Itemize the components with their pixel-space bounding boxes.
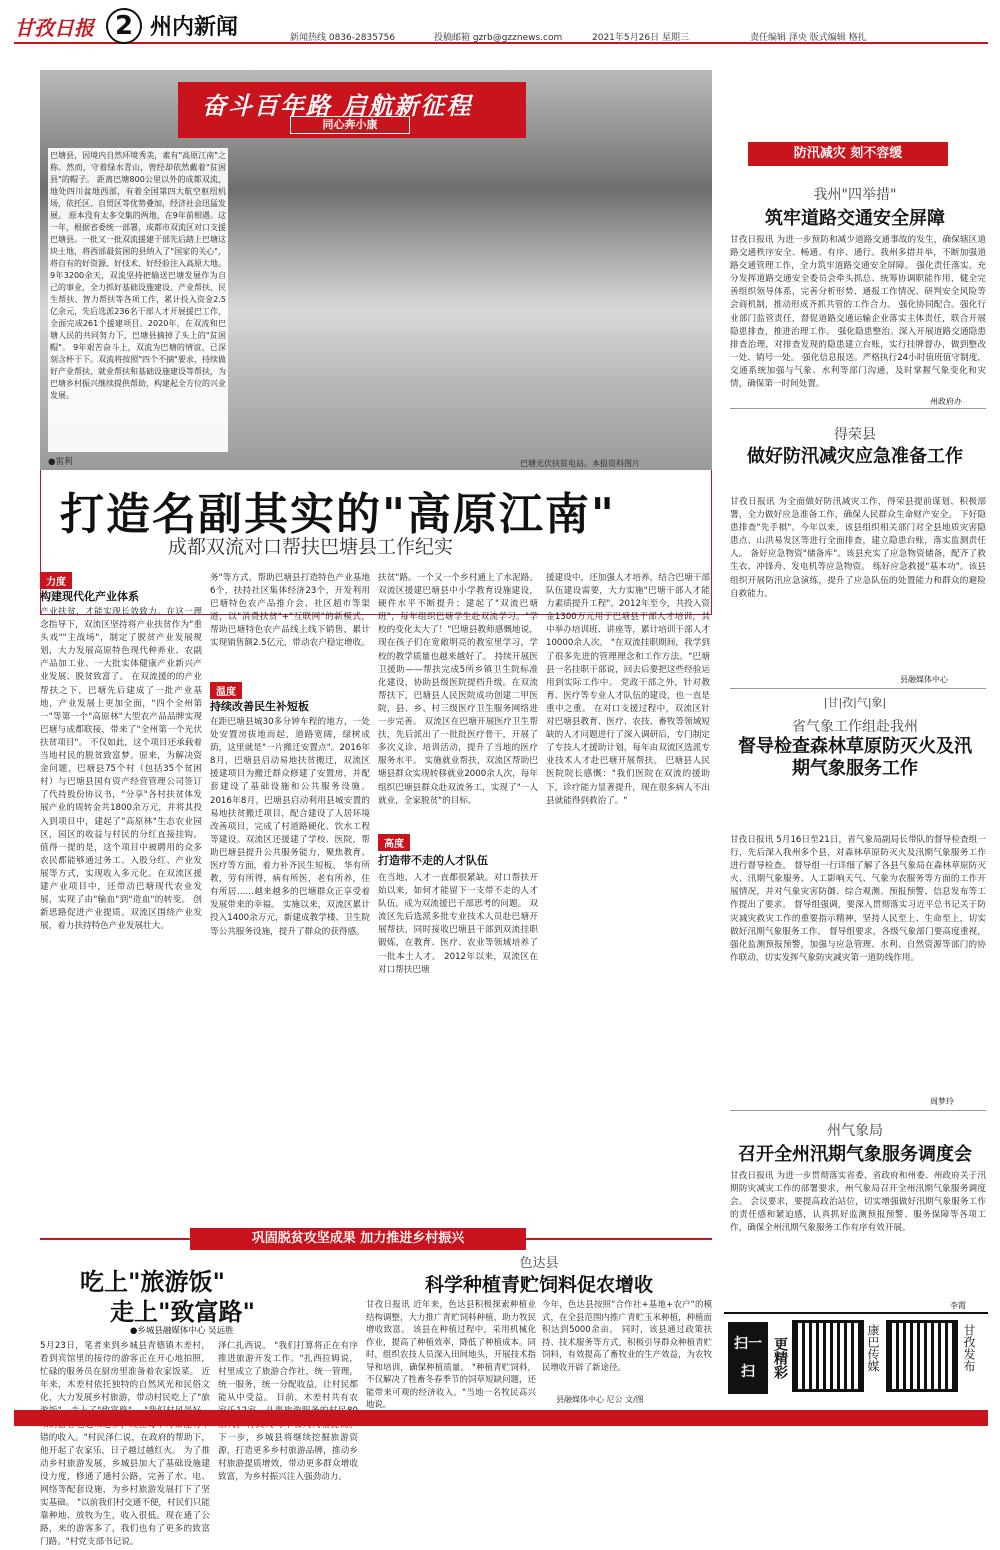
qr-code-kangba[interactable] (792, 1320, 864, 1392)
seda-kicker: 色达县 (519, 1256, 559, 1271)
divider (730, 688, 986, 689)
hero-byline: ●雷利 (48, 457, 73, 467)
qr-block (724, 1312, 988, 1404)
page-footer-bar (14, 1410, 988, 1426)
derong-kicker: 得荣县 (834, 427, 876, 443)
qr-code-ganzi[interactable] (886, 1320, 958, 1392)
photo-caption: 巴塘光伏扶贫电站。本报资料图片 (520, 459, 640, 468)
meteo-byline: 李霞 (950, 1301, 966, 1310)
traffic-byline: 州政府办 (930, 397, 962, 406)
tag-height: 高度 (378, 834, 410, 851)
traffic-headline: 筑牢道路交通安全屏障 (765, 208, 945, 229)
page-number: 2 (106, 8, 142, 44)
feature-subheadline: 成都双流对口帮扶巴塘县工作纪实 (168, 536, 454, 558)
traffic-body: 甘孜日报讯 为进一步预防和减少道路交通事故的发生，确保辖区道路交通秩序安全、畅通、有序、通行。我州多措并举，不断加强道路交通管理工作，全力筑牢道路交通安全屏障。 强化责任落实。充分发挥道路交通安全委员会牵头抓总、统筹协调职能作用，健全完善组织领导体系，完善分析形势、通报工作情况、研判安全风险等会商机制，推动形成齐抓共管的工作合力。 强化协同配合。强化行业部门监管责任，督促道路交通运输企业落实主体责任，联合开展隐患排查，推进治理工作。 强化隐患整治。深入开展道路交通隐患排查治理，对排查发现的隐患建立台账，实行挂牌督办，做到整改一处、销号一处。 强化信息报送。严格执行24小时值班值守制度，交通系统加强与气象、水利等部门沟通，及时掌握气象变化和灾情，确保第一时间处置。 (730, 235, 986, 390)
weather-kicker: 省气象工作组赴我州 (792, 719, 918, 735)
series-title: 奋斗百年路 启航新征程 (202, 91, 473, 120)
scan-label: 扫一扫 (728, 1322, 768, 1394)
weather-headline: 督导检查森林草原防灭火及汛期气象服务工作 (738, 736, 972, 779)
banner-rule (40, 1238, 190, 1240)
seda-headline: 科学种植青贮饲料促农增收 (424, 1274, 653, 1296)
meteo-body: 甘孜日报讯 为进一步贯彻落实省委、省政府和州委、州政府关于汛期防灾减灾工作的部署要求，州气象局召开全州汛期气象服务调度会。 会议要求，要提高政治站位，切实增强做好汛期气象服务工作的责任感和紧迫感，认真抓好监测预报预警、服务保障等各项工作，确保全州汛期气象服务工作有序有效开展。 (730, 1171, 986, 1234)
masthead (14, 12, 988, 44)
derong-byline: 县融媒体中心 (900, 675, 948, 684)
tourism-body-2: 泽仁扎西说。 "我们打算将正在有序推进旅游开发工作。"扎西拉姆说，村里成立了旅游合作社，统一管理，统一服务，统一分配收益，让村民都能从中受益。 目前，木差村共有农 下一步，乡城县将继续挖掘旅游资源，打造更多乡村旅游品牌，推动乡村旅游提质增效，带动更多群众增收致富，为乡村振兴注入强劲动力。 (218, 1341, 358, 1482)
traffic-kicker: 我州"四举措" (813, 187, 897, 203)
subhead-industry: 构建现代化产业体系 (40, 590, 139, 603)
derong-body: 甘孜日报讯 为全面做好防汛减灾工作，得荣县提前谋划、积极部署，全力做好应急准备工作，确保人民群众生命财产安全。 下好隐患排查"先手棋"。今年以来，该县组织相关部门对全县地质灾害隐患点、山洪易发区等进行全面排查，建立隐患台账，落实监测责任人。 备好应急物资"储备库"。该县充实了应急物资储备，配齐了救生衣、冲锋舟、发电机等应急物资。 练好应急救援"基本功"。该县组织开展防汛应急演练，提升了应急队伍的处置能力和群众的避险自救能力。 (730, 497, 986, 599)
tourism-body: 5月23日，笔者来到乡城县青德镇木差村，看到宾馆里的接待的游客正在开心地拍照，忙碌的服务员在厨房里准备着农家饭菜。 近年来，木差村依托独特的自然风光和民俗文化，大力发展乡村旅游，带动村民吃上了"旅 错的收入。"村民泽仁说，在政府的帮助下，他开起了农家乐，日子越过越红火。 为了推动乡村旅游发展，乡城县加大了基础设施建设力度，修通了通村公路，完善了水、电、网络等配套设施，为乡村旅游发展打下了坚实基础。 "以前我们村交通不便，村民们只能靠种地、放牧为生，收入很低。现在通了公路，来的游客多了，我们也有了更多的致富门路。"村党支部书记说。 (40, 1341, 210, 1548)
weather-body: 甘孜日报讯 5月16日至21日，省气象局副局长带队的督导检查组一行，先后深入我州多个县，对森林草原防灭火及汛期气象服务工作进行督导检查。 督导组一行详细了解了各县气象局在森林草原防灭火、汛期气象服务、人工影响天气、气象为农服务等方面的工作开展情况，并对气象灾害防御、综合观测、预报预警、信息发布等工作提出了要求。 督导组强调，要深入贯彻落实习近平总书记关于防灾减灾救灾工作的重要指示精神，坚持人民至上、生命至上，切实做好汛期气象服务工作。 督导组要求，各级气象部门要高度重视，强化监测预报预警，加强与应急管理、水利、自然资源等部门的协作联动，切实发挥气象防灾减灾第一道防线作用。 (730, 835, 986, 963)
tag-strength: 力度 (40, 572, 72, 589)
meteo-headline: 召开全州汛期气象服务调度会 (738, 1144, 972, 1165)
article-col-1: 产业扶贫，才能实现长效致力。在这一理念指导下，双流区坚持将产业扶贫作为"重头戏""主战场"，制定了脱贫产业发展规划，大力发展高原特色现代种养业、农副产品加工业、一大批实体健康产业新兴产业发展、脱贫致富了。 在双流援的的产业帮扶之下，巴塘先后建成了一批产业基地，产业发展上更加全面，"四个全州第一"等第一个"高原林"大型农产品品牌实现巴塘与成都联接，带来了"全州第一个光伏扶贫项目"。 不仅如此，这个项目还承载着当地村民的脱贫致富梦。原来，为解决资金问题，巴塘县75个村（包括35个贫困村）与巴塘县国有资产经营管理公司签订了代持股份协议书，"分享"各村扶贫体发展产业的周转金共1800余万元，并将其投入到项目中，建起了"高原林"生态农业园区，园区的收益与村民的分红直接挂钩。 值得一提的是，这个项目中被聘用的众多农民都能够通过务工、入股分红、产业发展等方式，实现收入多元化。在双流区援建产业项目中，还带动巴塘现代农业发展，实现了由"输血"到"造血"的转变。 创新思路促进产业提质。双流区围绕产业发展，着力扶持特色产业发展壮大。 (40, 607, 202, 932)
hero-intro: 巴塘县，因境内自然环境秀美，素有"高原江南"之称。然而，守着绿水青山，曾经却依然戴着"贫困县"的帽子。 距离巴塘800公里以外的成都双流，地处四川盆地西部，有着全国第四大航空枢纽机场，依托区、自贸区等优势叠加，经济社会迅猛发展。 原本没有太多交集的两地，在9年前相遇。这一年，根据省委统一部署，成都市双流区对口支援巴塘县。一批又一批双流援建干部先后踏上巴塘这块土地，将西部最贫困的县纳入了"国家的关心"，将自有的好资源、好技术、好经验注入高原大地。 9年3200余天，双流坚持把输送巴塘发展作为自己的事业，全力抓好基础设施建设、产业帮扶、民生帮扶、智力帮扶等各项工作，累计投入资金2.5亿余元，先后选派236名干部人才开展援巴工作，全面完成261个援建项目。2020年，在双流和巴塘人民的共同努力下，巴塘县摘掉了头上的"贫困帽"。 9年艰苦奋斗上，双流为巴塘的情谊，已深刻含杯于下。双流将按照"四个不摘"要求，持续做好产业帮扶、就业帮扶和基础设施建设等帮扶，为巴塘乡村振兴继续提供帮助，构建起全方位的兴业发展。 (48, 148, 228, 452)
tourism-byline: ●乡城县融媒体中心 吴远胜 (130, 1326, 234, 1336)
article-col-3b: 在当地，人才一直都很紧缺。对口帮扶开始以来，如何才能留下一支带不走的人才队伍，成为双流援巴干部思考的问题。 双流区先后选派多批专业技术人员赴巴塘开展帮扶，同时接收巴塘县干部到双流挂职锻炼，在教育、医疗、农业等领域培养了一批本土人才。 2012年以来，双流区在对口帮扶巴塘 (378, 873, 538, 975)
divider (730, 408, 986, 409)
article-col-2: 务"等方式，帮助巴塘县打造特色产业基地6个，扶持社区集体经济23个，开发利用巴塘特色农产品推介会、社区超市等渠道，以"消费扶贫"+"互联网"的新模式，帮助巴塘特色农产品线上线下销售，累计实现销售额2.5亿元，带动农户稳定增收。 (210, 573, 370, 649)
editors: 责任编辑 泽央 版式编辑 格扎 (750, 33, 867, 43)
bottom-banner: 巩固脱贫攻坚成果 加力推进乡村振兴 (190, 1228, 526, 1250)
seda-byline: 县融媒体中心 尼公 文/图 (556, 1395, 644, 1404)
article-col-3: 扶贫"路。一个又一个乡村通上了水泥路。 双流区援建巴塘县中小学教育设施建设，硬件水平不断提升；建起了"双流巴塘班"，每年组织巴塘学生赴双流学习。"学校的变化太大了！"巴塘县教师感慨地说，现在孩子们在宽敞明亮的教室里学习，学校的教学质量也越来越好了。 持续开展医卫援助——帮扶完成5所乡镇卫生院标准化建设，协助县级医院提档升级。在双流帮扶下，巴塘县人民医院成功创建二甲医院，县、乡、村三级医疗卫生服务网络进一步完善。 双流区在巴塘开展医疗卫生帮扶，先后派出了一批批医疗骨干，开展了多次义诊、培训活动，提升了当地的医疗服务水平。 实施就业帮扶，双流区帮助巴塘县群众实现转移就业2000余人次，每年组织巴塘县群众赴双流务工，实现了"一人就业，全家脱贫"的目标。 (378, 573, 538, 806)
subhead-livelihood: 持续改善民生补短板 (210, 700, 309, 713)
ganzi-label: 甘孜发布 (962, 1324, 976, 1372)
series-subtitle: 同心奔小康 (290, 116, 410, 134)
section-title: 州内新闻 (150, 14, 239, 40)
article-col-2b: 在距巴塘县城30多分钟车程的地方，一处处安置房拔地而起，道路宽阔，绿树成荫，这里就是"一片搬迁安置点"。2016年8月，巴塘县启动易地扶贫搬迁，双流区援建项目为搬迁群众修建了安置房，并配套建设了基础设施和公共服务设施。 2016年8月，巴塘县启动利用县城安置的易地扶贫搬迁项目，配合建设了人居环境改善项目，完成了村道路硬化、饮水工程等建设。双流区还援建了学校、医院，帮助巴塘县提升公共服务能力，聚焦教育、医疗等方面，着力补齐民生短板。 华有所教，劳有所得，病有所医，老有所养，住有所居……越来越多的巴塘群众正享受着发展带来的幸福。 实施以来，双流区累计投入1400余万元，新建成教学楼、卫生院等公共服务设施，提升了群众的获得感。 (210, 717, 370, 937)
seda-block (366, 1252, 712, 1409)
feature-headline: 打造名副其实的"高原江南" (60, 489, 616, 540)
tourism-body-top (218, 1254, 358, 1338)
derong-headline: 做好防汛减灾应急准备工作 (747, 446, 963, 467)
flood-prevention-banner: 防汛减灾 刻不容缓 (748, 142, 948, 166)
divider (730, 1110, 986, 1111)
weather-byline: 周梦玲 (930, 1097, 954, 1106)
tourism-headline-1: 吃上"旅游饭" (80, 1268, 226, 1296)
seda-body-2: 今年，色达县按照"合作社+基地+农户"的模式，在全县范围内推广青贮玉米种植，种植面积达到5000余亩。 同时，该县通过政策扶持、技术服务等方式，积极引导群众种植青贮饲料，有效提高了畜牧业的生产效益，为农牧民增收开辟了新途径。 (542, 1299, 712, 1372)
banner-rule (526, 1238, 712, 1240)
email: 投稿邮箱 gzrb@gzznews.com (434, 33, 563, 43)
subhead-talent: 打造带不走的人才队伍 (378, 854, 488, 867)
weather-tag: |甘|孜|气|象| (823, 696, 887, 709)
seda-body: 甘孜日报讯 近年来，色达县积极探索种植业结构调整，大力推广青贮饲料种植，助力牧民增收致富。 该县在种植过程中，采用机械化作业，提高了种植效率，降低了种植成本。同时，组织农技人员深入田间地头，开展技术指导和培训，确保种植质量。 "种植青贮饲料，不仅解决了牲畜冬春季节的饲草短缺问题，还能带来可观的经济收入。"当地一名牧民高兴地说。 (366, 1299, 536, 1409)
article-col-4: 援建设中，还加强人才培养，结合巴塘干部队伍建设需要，大力实施"巴塘干部人才能力素质提升工程"。2012年至今，共投入资金1300万元用于巴塘县干部人才培训，其中举办培训班、讲座等，累计培训干部人才10000余人次。 "在双流挂职期间，我学到了很多先进的管理理念和工作方法。"巴塘县一名挂职干部说，回去后要把这些经验运用到实际工作中。 党政干部之外，针对教育、医疗等专业人才队伍的建设，也一直是重中之重。 在对口支援过程中，双流区针对巴塘县教育、医疗、农技、畜牧等领域短缺的人才问题进行了深入调研后，专门制定了专技人才援助计划，每年由双流区选派专业技术人才赴巴塘开展帮扶。 巴塘县人民医院院长感慨："我们医院在双流的援助下，诊疗能力显著提升，现在很多病人不出县就能得到救治了。" (546, 573, 710, 806)
tourism-headline-2: 走上"致富路" (110, 1298, 256, 1326)
kangba-label: 康巴传媒 (866, 1324, 880, 1372)
tag-warmth: 温度 (210, 682, 242, 699)
meteo-kicker: 州气象局 (827, 1123, 883, 1139)
issue-date: 2021年5月26日 星期三 (592, 33, 689, 43)
more-label: 更精彩 (772, 1337, 788, 1379)
hotline: 新闻热线 0836-2835756 (290, 33, 396, 43)
series-banner (178, 82, 526, 138)
newspaper-logo: 甘孜日报 (14, 16, 94, 40)
